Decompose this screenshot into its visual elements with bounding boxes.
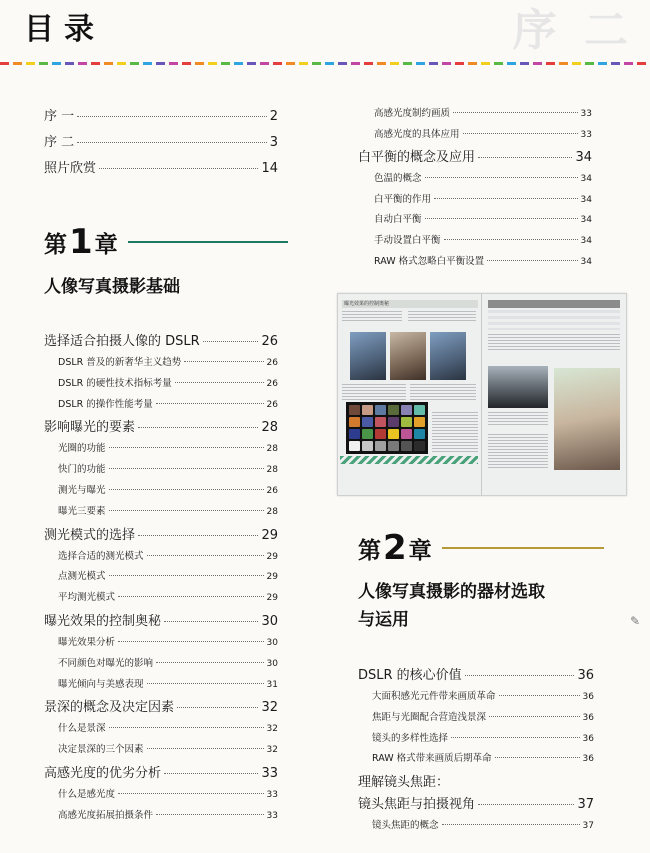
toc-section[interactable]: 选择适合拍摄人像的 DSLR 26 bbox=[44, 334, 278, 349]
toc-section[interactable]: 白平衡的概念及应用 34 bbox=[358, 150, 592, 166]
toc-subsection[interactable]: 手动设置白平衡 34 bbox=[374, 234, 592, 246]
toc-subsection[interactable]: 高感光度拓展拍摄条件 33 bbox=[58, 809, 278, 821]
sample-photo bbox=[430, 332, 466, 380]
spread-header: 曝光效果的控制奥秘 bbox=[342, 300, 478, 308]
toc-subsection[interactable]: 平均测光模式 29 bbox=[58, 592, 278, 604]
toc-subsection[interactable]: 点测光模式 29 bbox=[58, 571, 278, 583]
toc-section[interactable]: 镜头焦距与拍摄视角 37 bbox=[358, 797, 594, 813]
toc-preface-2[interactable]: 序 二 3 bbox=[44, 135, 278, 150]
toc-subsection[interactable]: 快门的功能 28 bbox=[58, 464, 278, 476]
sample-table bbox=[488, 310, 620, 330]
ghost-heading: 序 二 bbox=[512, 5, 634, 56]
chapter2-toc bbox=[358, 664, 594, 838]
chapter2-title-line1: 人像写真摄影的器材选取 bbox=[358, 582, 545, 602]
toc-subsection[interactable]: 镜头焦距的概念 37 bbox=[372, 820, 594, 832]
chapter2-number: 2 bbox=[383, 528, 407, 568]
chapter2-title-line2: 与运用 bbox=[358, 610, 409, 630]
toc-section[interactable]: 影响曝光的要素 28 bbox=[44, 420, 278, 436]
toc-subsection[interactable]: 镜头的多样性选择 36 bbox=[372, 732, 594, 744]
toc-section[interactable]: 景深的概念及决定因素 32 bbox=[44, 700, 278, 716]
toc-subsection[interactable]: 大面积感光元件带来画质革命 36 bbox=[372, 691, 594, 702]
toc-subsection[interactable]: 色温的概念 34 bbox=[374, 173, 592, 185]
toc-subsection[interactable]: 自动白平衡 34 bbox=[374, 214, 592, 226]
chapter1-heading: 第 1 章 bbox=[44, 225, 288, 259]
toc-section[interactable]: DSLR 的核心价值 36 bbox=[358, 668, 594, 683]
chapter2-heading: 第 2 章 bbox=[358, 531, 604, 565]
toc-section[interactable]: 高感光度的优劣分析 33 bbox=[44, 765, 278, 781]
toc-subsection[interactable]: RAW 格式忽略白平衡设置 34 bbox=[374, 255, 592, 267]
accent-stripe bbox=[340, 456, 478, 464]
toc-subsection[interactable]: 决定景深的三个因素 32 bbox=[58, 744, 278, 756]
chapter1-rule bbox=[128, 241, 288, 243]
toc-section[interactable]: 曝光效果的控制奥秘 30 bbox=[44, 613, 278, 629]
left-column bbox=[44, 105, 278, 183]
toc-subsection[interactable]: DSLR 普及的新奢华主义趋势 26 bbox=[58, 357, 278, 368]
toc-subsection[interactable]: 曝光倾向与美感表现 31 bbox=[58, 678, 278, 690]
toc-subsection[interactable]: 高感光度的具体应用 33 bbox=[374, 128, 592, 140]
toc-subsection[interactable]: 光圈的功能 28 bbox=[58, 443, 278, 455]
spread-right-header bbox=[488, 300, 620, 308]
toc-subsection[interactable]: 曝光三要素 28 bbox=[58, 505, 278, 517]
toc-subsection[interactable]: 焦距与光圈配合营造浅景深 36 bbox=[372, 711, 594, 723]
toc-heading-plain[interactable]: 理解镜头焦距： bbox=[358, 775, 450, 791]
chapter2-title bbox=[358, 578, 628, 634]
toc-subsection[interactable]: 测光与曝光 26 bbox=[58, 484, 278, 496]
sample-photo bbox=[488, 366, 548, 408]
chapter2-rule bbox=[442, 547, 604, 549]
sample-photo bbox=[390, 332, 426, 380]
toc-subsection[interactable]: 选择合适的测光模式 29 bbox=[58, 550, 278, 562]
sample-photo bbox=[554, 368, 620, 470]
right-top-toc bbox=[358, 105, 592, 273]
sample-photo bbox=[350, 332, 386, 380]
toc-section[interactable]: 测光模式的选择 29 bbox=[44, 527, 278, 543]
chapter1-toc bbox=[44, 330, 278, 828]
toc-subsection[interactable]: 什么是感光度 33 bbox=[58, 788, 278, 800]
sample-spread-thumbnail bbox=[337, 293, 627, 496]
toc-subsection[interactable]: 白平衡的作用 34 bbox=[374, 193, 592, 205]
toc-subsection[interactable]: DSLR 的硬性技术指标考量 26 bbox=[58, 377, 278, 389]
page-title: 目录 bbox=[24, 12, 104, 47]
chapter1-number: 1 bbox=[69, 222, 93, 262]
rainbow-divider bbox=[0, 62, 650, 65]
toc-photo-gallery[interactable]: 照片欣赏 14 bbox=[44, 161, 278, 176]
toc-subsection[interactable]: RAW 格式带来画质后期革命 36 bbox=[372, 753, 594, 765]
pen-mark: ✎ bbox=[630, 614, 641, 628]
toc-subsection[interactable]: 高感光度制约画质 33 bbox=[374, 108, 592, 119]
toc-subsection[interactable]: 什么是景深 32 bbox=[58, 723, 278, 735]
toc-subsection[interactable]: DSLR 的操作性能考量 26 bbox=[58, 398, 278, 410]
color-checker-chart bbox=[346, 402, 428, 454]
toc-subsection[interactable]: 不同颜色对曝光的影响 30 bbox=[58, 657, 278, 669]
toc-subsection[interactable]: 曝光效果分析 30 bbox=[58, 636, 278, 648]
toc-preface-1[interactable]: 序 一 2 bbox=[44, 109, 278, 124]
chapter1-title: 人像写真摄影基础 bbox=[44, 277, 180, 297]
